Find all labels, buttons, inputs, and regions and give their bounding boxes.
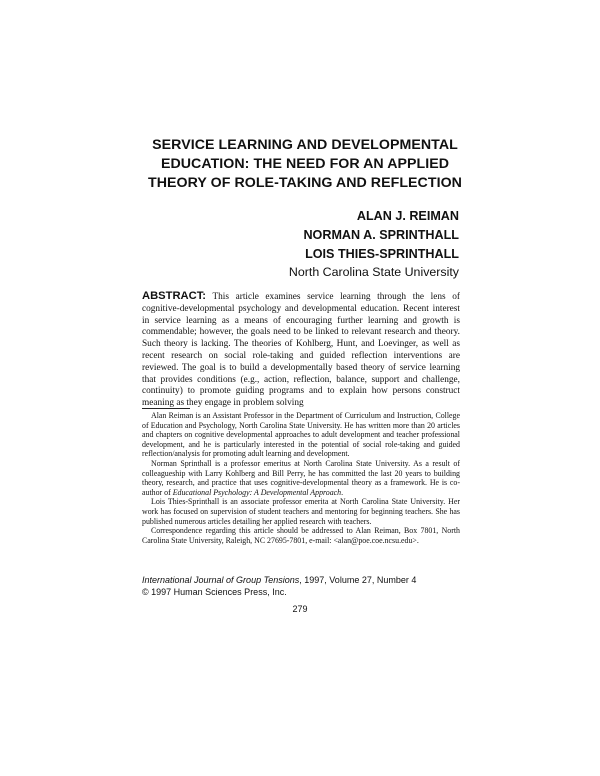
author-block xyxy=(250,207,459,281)
page-number: 279 xyxy=(292,604,308,614)
author-affiliation: North Carolina State University xyxy=(288,265,459,279)
journal-citation xyxy=(142,575,462,598)
title-line: THEORY OF ROLE-TAKING AND REFLECTION xyxy=(148,175,462,191)
abstract xyxy=(142,291,460,410)
paper-title xyxy=(140,136,470,193)
title-line: EDUCATION: THE NEED FOR AN APPLIED xyxy=(160,156,450,172)
author-name: LOIS THIES-SPRINTHALL xyxy=(305,247,459,261)
journal-line xyxy=(142,575,462,587)
author-name: NORMAN A. SPRINTHALL xyxy=(303,228,459,242)
journal-name: International Journal of Group Tensions xyxy=(142,575,300,585)
journal-details: , 1997, Volume 27, Number 4 xyxy=(299,575,417,585)
footnote-thies-sprinthall: Lois Thies-Sprinthall is an associate professor emerita at North Carolina State University. Her work has focused on supervision of student teachers and mentoring for beginning teachers. She has published numerous articles detailing her applied research with teachers. xyxy=(142,497,460,526)
title-line: SERVICE LEARNING AND DEVELOPMENTAL xyxy=(152,137,458,153)
author-footnotes xyxy=(142,411,460,545)
author-name: ALAN J. REIMAN xyxy=(356,209,459,223)
abstract-label: ABSTRACT: xyxy=(142,290,207,302)
book-title: Educational Psychology: A Developmental Approach xyxy=(172,487,342,497)
footnote-sprinthall-end: . xyxy=(341,487,344,497)
footnote-sprinthall-text: Norman Sprinthall is a professor emeritus at North Carolina State University. As a result of colleagueship with Larry Kohlberg and Bill Perry, he has committed the last 20 years to building theory, research, and practice that uses cognitive-developmental theory as a framework. He is co-author of xyxy=(142,458,460,497)
footnote-sprinthall xyxy=(142,459,460,497)
footnote-correspondence: Correspondence regarding this article should be addressed to Alan Reiman, Box 7801, North Carolina State University, Raleigh, NC 27695-7801, e-mail: <alan@poe.coe.ncsu.edu>. xyxy=(142,526,460,545)
copyright-line: © 1997 Human Sciences Press, Inc. xyxy=(142,586,287,597)
abstract-text: This article examines service learning through the lens of cognitive-developmental psychology and developmental education. Recent interest in service learning as a means of encouraging further learning and growth is commendable; however, the goals need to be linked to relevant research and theory. Such theory is lacking. The theories of Kohlberg, Hunt, and Loevinger, as well as recent research on social role-taking and guided reflection interventions are reviewed. The goal is to build a developmentally based theory of service learning that provides conditions (e.g., action, reflection, balance, support and challenge, continuity) to promote guiding programs and to explain how persons construct meaning as they engage in problem solving xyxy=(142,292,460,409)
footnote-divider xyxy=(142,408,190,409)
footnote-reiman: Alan Reiman is an Assistant Professor in the Department of Curriculum and Instruction, College of Education and Psychology, North Carolina State University. He has written more than 20 articles and chapters on cognitive developmental approaches to adult development and teacher professional development, and he is particularly interested in the potential of social role-taking and guided reflection/analysis for promoting adult learning and development. xyxy=(142,411,460,459)
